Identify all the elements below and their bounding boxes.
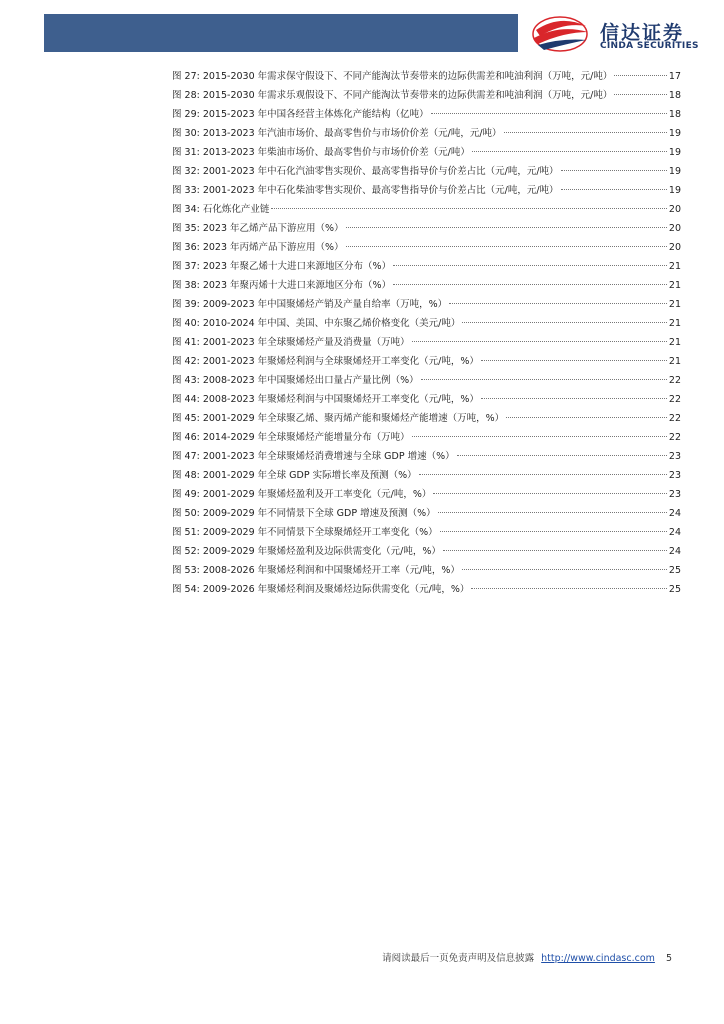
toc-entry[interactable]: [172, 447, 681, 466]
logo-name-cn: 信达证券: [600, 22, 685, 44]
page-footer: [382, 950, 672, 964]
toc-entry-label: 图 29:: [172, 109, 200, 120]
toc-dot-leader: [393, 284, 667, 285]
toc-entry-title: 2010-2024 年中国、美国、中东聚乙烯价格变化（美元/吨）: [202, 318, 461, 329]
toc-dot-leader: [472, 151, 667, 152]
toc-dot-leader: [431, 113, 667, 114]
toc-entry-title: 2001-2023 年中石化柴油零售实现价、最高零售指导价与价差占比（元/吨，元/吨）: [202, 185, 559, 196]
toc-entry-page: 21: [668, 337, 681, 348]
cinda-globe-icon: [530, 14, 590, 54]
toc-entry-title: 石化炼化产业链: [202, 204, 270, 215]
toc-entry-title: 2023 年丙烯产品下游应用（%）: [202, 242, 344, 253]
toc-entry-label: 图 45:: [172, 413, 200, 424]
toc-entry-page: 25: [668, 565, 681, 576]
toc-dot-leader: [504, 132, 667, 133]
toc-entry[interactable]: [172, 333, 681, 352]
toc-entry-label: 图 51:: [172, 527, 200, 538]
toc-entry-page: 25: [668, 584, 681, 595]
toc-entry[interactable]: [172, 238, 681, 257]
toc-entry-label: 图 27:: [172, 71, 200, 82]
toc-dot-leader: [614, 75, 667, 76]
toc-entry-label: 图 35:: [172, 223, 200, 234]
toc-entry-page: 23: [668, 489, 681, 500]
toc-entry-title: 2009-2026 年聚烯烃利润及聚烯烃边际供需变化（元/吨，%）: [202, 584, 470, 595]
toc-dot-leader: [393, 265, 667, 266]
toc-dot-leader: [412, 436, 667, 437]
toc-entry-title: 2001-2029 年全球 GDP 实际增长率及预测（%）: [202, 470, 417, 481]
toc-entry-title: 2001-2023 年中石化汽油零售实现价、最高零售指导价与价差占比（元/吨，元/吨）: [202, 166, 559, 177]
footer-disclaimer: 请阅读最后一页免责声明及信息披露: [382, 953, 535, 964]
toc-entry-label: 图 31:: [172, 147, 200, 158]
toc-entry-title: 2001-2023 年全球聚烯烃产量及消费量（万吨）: [202, 337, 410, 348]
toc-entry-title: 2023 年聚丙烯十大进口来源地区分布（%）: [202, 280, 392, 291]
toc-entry-label: 图 30:: [172, 128, 200, 139]
toc-entry[interactable]: [172, 485, 681, 504]
toc-entry[interactable]: [172, 314, 681, 333]
toc-entry-page: 22: [668, 375, 681, 386]
toc-entry[interactable]: [172, 105, 681, 124]
toc-entry-label: 图 47:: [172, 451, 200, 462]
toc-dot-leader: [462, 322, 667, 323]
toc-entry[interactable]: [172, 428, 681, 447]
toc-entry-label: 图 44:: [172, 394, 200, 405]
toc-entry-title: 2015-2030 年需求保守假设下、不同产能淘汰节奏带来的边际供需差和吨油利润（万吨，元/吨）: [202, 71, 613, 82]
toc-entry-label: 图 32:: [172, 166, 200, 177]
toc-entry[interactable]: [172, 409, 681, 428]
toc-entry[interactable]: [172, 219, 681, 238]
toc-dot-leader: [561, 189, 667, 190]
toc-entry[interactable]: [172, 523, 681, 542]
toc-entry-title: 2008-2023 年聚烯烃利润与中国聚烯烃开工率变化（元/吨，%）: [202, 394, 479, 405]
toc-entry-page: 21: [668, 318, 681, 329]
toc-entry-page: 19: [668, 166, 681, 177]
toc-entry-title: 2001-2023 年全球聚烯烃消费增速与全球 GDP 增速（%）: [202, 451, 455, 462]
toc-entry[interactable]: [172, 162, 681, 181]
toc-entry-label: 图 38:: [172, 280, 200, 291]
toc-entry-title: 2014-2029 年全球聚烯烃产能增量分布（万吨）: [202, 432, 410, 443]
toc-entry-page: 24: [668, 527, 681, 538]
logo-name-en: CINDA SECURITIES: [600, 41, 699, 51]
toc-entry[interactable]: [172, 504, 681, 523]
toc-entry-label: 图 36:: [172, 242, 200, 253]
toc-dot-leader: [419, 474, 667, 475]
toc-entry[interactable]: [172, 181, 681, 200]
toc-entry-title: 2015-2023 年中国各经营主体炼化产能结构（亿吨）: [202, 109, 429, 120]
toc-entry[interactable]: [172, 295, 681, 314]
toc-dot-leader: [614, 94, 667, 95]
toc-dot-leader: [561, 170, 667, 171]
toc-entry-page: 20: [668, 242, 681, 253]
toc-dot-leader: [481, 398, 667, 399]
toc-entry[interactable]: [172, 143, 681, 162]
toc-entry-page: 18: [668, 109, 681, 120]
toc-entry-page: 21: [668, 280, 681, 291]
toc-entry[interactable]: [172, 200, 681, 219]
toc-entry-title: 2015-2030 年需求乐观假设下、不同产能淘汰节奏带来的边际供需差和吨油利润（万吨，元/吨）: [202, 90, 613, 101]
toc-dot-leader: [433, 493, 667, 494]
cinda-logo: [530, 14, 710, 54]
toc-dot-leader: [346, 227, 667, 228]
toc-entry-label: 图 39:: [172, 299, 200, 310]
toc-entry[interactable]: [172, 561, 681, 580]
toc-dot-leader: [471, 588, 667, 589]
toc-dot-leader: [481, 360, 667, 361]
toc-dot-leader: [506, 417, 667, 418]
toc-entry-label: 图 48:: [172, 470, 200, 481]
toc-dot-leader: [462, 569, 667, 570]
toc-entry[interactable]: [172, 276, 681, 295]
toc-entry-page: 18: [668, 90, 681, 101]
toc-entry-label: 图 46:: [172, 432, 200, 443]
toc-entry-page: 22: [668, 432, 681, 443]
toc-entry-page: 24: [668, 546, 681, 557]
toc-entry-title: 2001-2023 年聚烯烃利润与全球聚烯烃开工率变化（元/吨，%）: [202, 356, 479, 367]
toc-entry-label: 图 53:: [172, 565, 200, 576]
toc-entry-page: 17: [668, 71, 681, 82]
toc-entry[interactable]: [172, 580, 681, 599]
toc-entry-page: 21: [668, 261, 681, 272]
toc-entry-page: 23: [668, 451, 681, 462]
toc-entry-page: 22: [668, 394, 681, 405]
toc-entry-label: 图 49:: [172, 489, 200, 500]
toc-entry-label: 图 33:: [172, 185, 200, 196]
toc-dot-leader: [346, 246, 667, 247]
toc-entry-title: 2013-2023 年汽油市场价、最高零售价与市场价价差（元/吨，元/吨）: [202, 128, 502, 139]
toc-entry[interactable]: [172, 542, 681, 561]
toc-entry[interactable]: [172, 371, 681, 390]
toc-entry-page: 19: [668, 128, 681, 139]
toc-dot-leader: [271, 208, 667, 209]
toc-entry[interactable]: [172, 257, 681, 276]
toc-dot-leader: [438, 512, 667, 513]
toc-entry[interactable]: [172, 466, 681, 485]
toc-entry-title: 2001-2029 年全球聚乙烯、聚丙烯产能和聚烯烃产能增速（万吨，%）: [202, 413, 505, 424]
toc-entry-page: 21: [668, 299, 681, 310]
toc-entry-label: 图 42:: [172, 356, 200, 367]
toc-dot-leader: [440, 531, 667, 532]
toc-entry-title: 2009-2029 年聚烯烃盈利及边际供需变化（元/吨，%）: [202, 546, 441, 557]
toc-entry-page: 20: [668, 223, 681, 234]
toc-entry-page: 19: [668, 185, 681, 196]
toc-entry-title: 2023 年聚乙烯十大进口来源地区分布（%）: [202, 261, 392, 272]
toc-entry-title: 2009-2029 年不同情景下全球聚烯烃开工率变化（%）: [202, 527, 438, 538]
toc-entry-label: 图 28:: [172, 90, 200, 101]
figure-list: [172, 67, 681, 599]
toc-entry-label: 图 37:: [172, 261, 200, 272]
toc-entry[interactable]: [172, 67, 681, 86]
toc-dot-leader: [449, 303, 667, 304]
toc-entry[interactable]: [172, 352, 681, 371]
toc-entry-page: 23: [668, 470, 681, 481]
toc-entry-title: 2001-2029 年聚烯烃盈利及开工率变化（元/吨，%）: [202, 489, 432, 500]
footer-website-link[interactable]: http://www.cindasc.com: [541, 953, 655, 964]
toc-entry-title: 2008-2026 年聚烯烃利润和中国聚烯烃开工率（元/吨，%）: [202, 565, 460, 576]
toc-entry[interactable]: [172, 124, 681, 143]
toc-entry-label: 图 54:: [172, 584, 200, 595]
toc-entry-title: 2009-2023 年中国聚烯烃产销及产量自给率（万吨，%）: [202, 299, 448, 310]
toc-entry-title: 2008-2023 年中国聚烯烃出口量占产量比例（%）: [202, 375, 419, 386]
toc-entry-page: 20: [668, 204, 681, 215]
toc-entry[interactable]: [172, 390, 681, 409]
toc-entry-page: 21: [668, 356, 681, 367]
toc-dot-leader: [412, 341, 667, 342]
toc-dot-leader: [443, 550, 667, 551]
toc-entry-page: 22: [668, 413, 681, 424]
toc-entry[interactable]: [172, 86, 681, 105]
toc-entry-label: 图 52:: [172, 546, 200, 557]
toc-entry-title: 2023 年乙烯产品下游应用（%）: [202, 223, 344, 234]
toc-entry-page: 19: [668, 147, 681, 158]
page-number: 5: [665, 953, 672, 964]
toc-entry-label: 图 43:: [172, 375, 200, 386]
toc-entry-label: 图 50:: [172, 508, 200, 519]
toc-entry-label: 图 34:: [172, 204, 200, 215]
header-bar: [44, 14, 518, 52]
toc-dot-leader: [457, 455, 667, 456]
toc-entry-label: 图 41:: [172, 337, 200, 348]
toc-entry-title: 2009-2029 年不同情景下全球 GDP 增速及预测（%）: [202, 508, 436, 519]
toc-entry-page: 24: [668, 508, 681, 519]
toc-entry-title: 2013-2023 年柴油市场价、最高零售价与市场价价差（元/吨）: [202, 147, 470, 158]
toc-dot-leader: [421, 379, 667, 380]
toc-entry-label: 图 40:: [172, 318, 200, 329]
